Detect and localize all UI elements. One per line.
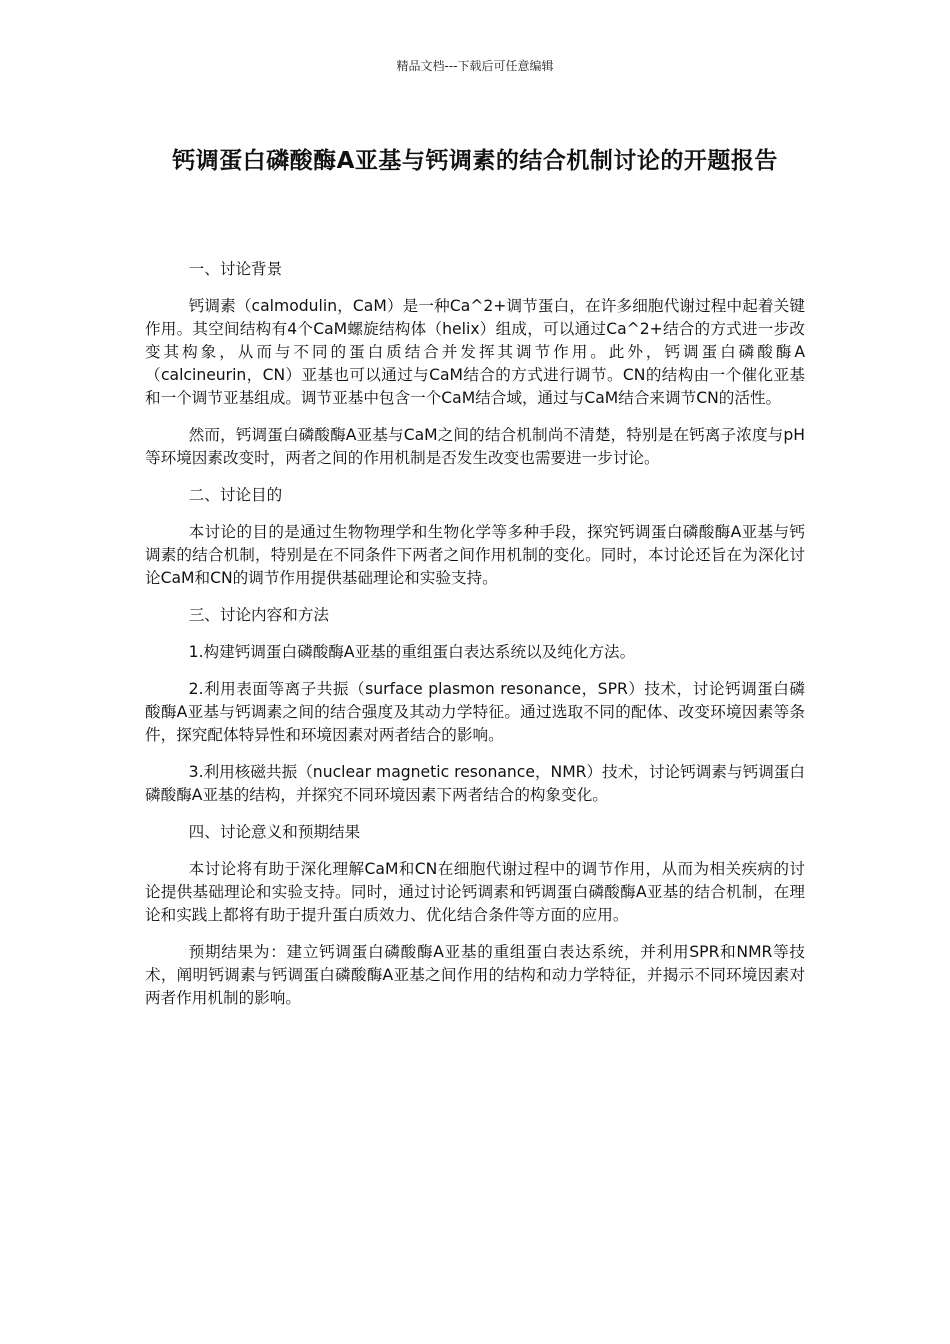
method-item-2: 2.利用表面等离子共振（surface plasmon resonance，SPR）技术，讨论钙调蛋白磷酸酶A亚基与钙调素之间的结合强度及其动力学特征。通过选取不同的配体、改变环境因素等条件，探究配体特异性和环境因素对两者结合的影响。 bbox=[145, 680, 805, 744]
paragraph-background-1: 钙调素（calmodulin，CaM）是一种Ca^2+调节蛋白，在许多细胞代谢过程中起着关键作用。其空间结构有4个CaM螺旋结构体（helix）组成，可以通过Ca^2+结合的方式进一步改变其构象，从而与不同的蛋白质结合并发挥其调节作用。此外，钙调蛋白磷酸酶A（calcineurin，CN）亚基也可以通过与CaM结合的方式进行调节。CN的结构由一个催化亚基和一个调节亚基组成。调节亚基中包含一个CaM结合域，通过与CaM结合来调节CN的活性。 bbox=[145, 297, 805, 407]
section-heading-methods: 三、讨论内容和方法 bbox=[188, 606, 330, 624]
document-title: 钙调蛋白磷酸酶A亚基与钙调素的结合机制讨论的开题报告 bbox=[172, 148, 778, 174]
document-body bbox=[145, 258, 805, 1024]
page-header: 精品文档---下载后可任意编辑 bbox=[396, 59, 554, 73]
section-heading-purpose: 二、讨论目的 bbox=[188, 486, 283, 504]
method-item-3: 3.利用核磁共振（nuclear magnetic resonance，NMR）技术，讨论钙调素与钙调蛋白磷酸酶A亚基的结构，并探究不同环境因素下两者结合的构象变化。 bbox=[145, 763, 805, 804]
paragraph-significance: 本讨论将有助于深化理解CaM和CN在细胞代谢过程中的调节作用，从而为相关疾病的讨论提供基础理论和实验支持。同时，通过讨论钙调素和钙调蛋白磷酸酶A亚基的结合机制，在理论和实践上都将有助于提升蛋白质效力、优化结合条件等方面的应用。 bbox=[145, 860, 805, 924]
section-heading-significance: 四、讨论意义和预期结果 bbox=[188, 823, 361, 841]
method-item-1: 1.构建钙调蛋白磷酸酶A亚基的重组蛋白表达系统以及纯化方法。 bbox=[188, 643, 636, 661]
section-heading-background: 一、讨论背景 bbox=[188, 260, 283, 278]
paragraph-purpose: 本讨论的目的是通过生物物理学和生物化学等多种手段，探究钙调蛋白磷酸酶A亚基与钙调素的结合机制，特别是在不同条件下两者之间作用机制的变化。同时，本讨论还旨在为深化讨论CaM和CN的调节作用提供基础理论和实验支持。 bbox=[145, 523, 805, 587]
paragraph-expected-results: 预期结果为：建立钙调蛋白磷酸酶A亚基的重组蛋白表达系统，并利用SPR和NMR等技术，阐明钙调素与钙调蛋白磷酸酶A亚基之间作用的结构和动力学特征，并揭示不同环境因素对两者作用机制的影响。 bbox=[145, 943, 805, 1007]
paragraph-background-2: 然而，钙调蛋白磷酸酶A亚基与CaM之间的结合机制尚不清楚，特别是在钙离子浓度与pH等环境因素改变时，两者之间的作用机制是否发生改变也需要进一步讨论。 bbox=[145, 426, 805, 467]
